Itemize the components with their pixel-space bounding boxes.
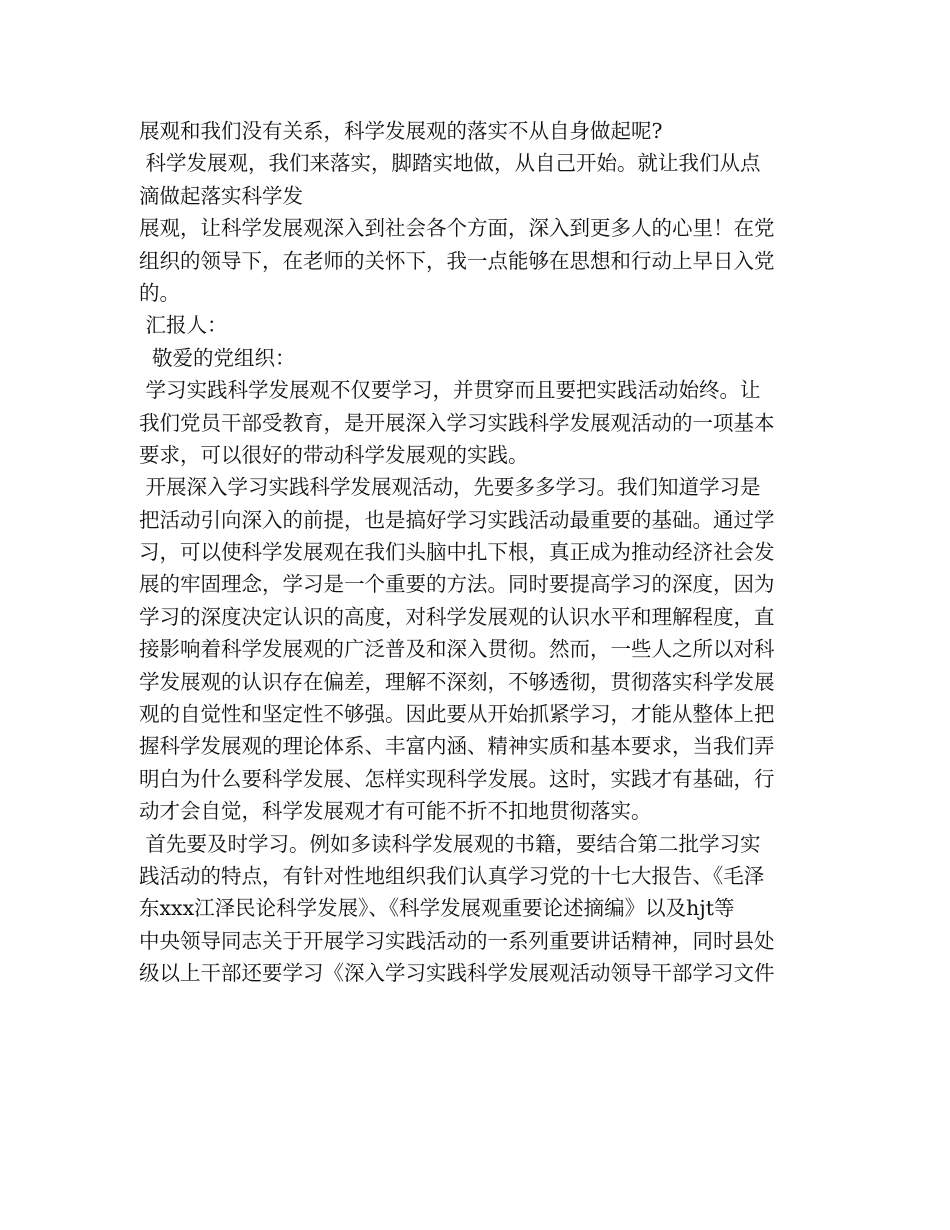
text-line: 观的自觉性和坚定性不够强。因此要从开始抓紧学习，才能从整体上把 (139, 702, 775, 727)
text-line: 我们党员干部受教育，是开展深入学习实践科学发展观活动的一项基本 (139, 410, 775, 435)
text-line: 习，可以使科学发展观在我们头脑中扎下根，真正成为推动经济社会发 (139, 540, 775, 565)
text-line: 展观，让科学发展观深入到社会各个方面，深入到更多人的心里！在党 (139, 216, 775, 241)
text-line: 级以上干部还要学习《深入学习实践科学发展观活动领导干部学习文件 (139, 961, 775, 986)
text-line: 要求，可以很好的带动科学发展观的实践。 (139, 442, 529, 467)
text-line: 的。 (139, 280, 180, 305)
text-line: 动才会自觉，科学发展观才有可能不折不扣地贯彻落实。 (139, 799, 652, 824)
text-line: 东xxx江泽民论科学发展》、《科学发展观重要论述摘编》以及hjt等 (139, 896, 735, 921)
text-line: 中央领导同志关于开展学习实践活动的一系列重要讲话精神，同时县处 (139, 928, 775, 953)
text-line: 展的牢固理念，学习是一个重要的方法。同时要提高学习的深度，因为 (139, 572, 775, 597)
text-line: 展观和我们没有关系，科学发展观的落实不从自身做起呢? (139, 119, 663, 143)
reporter-label: 汇报人： (139, 313, 228, 338)
document-body (139, 115, 819, 990)
salutation: 敬爱的党组织： (139, 345, 296, 370)
text-line: 把活动引向深入的前提，也是搞好学习实践活动最重要的基础。通过学 (139, 507, 775, 532)
text-line: 科学发展观，我们来落实，脚踏实地做，从自己开始。就让我们从点 (139, 151, 761, 176)
text-line: 首先要及时学习。例如多读科学发展观的书籍，要结合第二批学习实 (139, 831, 761, 856)
text-line: 滴做起落实科学发 (139, 183, 303, 208)
text-line: 接影响着科学发展观的广泛普及和深入贯彻。然而，一些人之所以对科 (139, 637, 775, 662)
text-line: 握科学发展观的理论体系、丰富内涵、精神实质和基本要求，当我们弄 (139, 734, 775, 759)
text-line: 践活动的特点，有针对性地组织我们认真学习党的十七大报告、《毛泽 (139, 863, 765, 888)
text-line: 学习实践科学发展观不仅要学习，并贯穿而且要把实践活动始终。让 (139, 378, 761, 403)
text-line: 学发展观的认识存在偏差，理解不深刻，不够透彻，贯彻落实科学发展 (139, 669, 775, 694)
text-line: 学习的深度决定认识的高度，对科学发展观的认识水平和理解程度，直 (139, 604, 775, 629)
text-line: 组织的领导下，在老师的关怀下，我一点能够在思想和行动上早日入党 (139, 248, 775, 273)
text-line: 明白为什么要科学发展、怎样实现科学发展。这时，实践才有基础，行 (139, 766, 775, 791)
text-line: 开展深入学习实践科学发展观活动，先要多多学习。我们知道学习是 (139, 475, 761, 500)
